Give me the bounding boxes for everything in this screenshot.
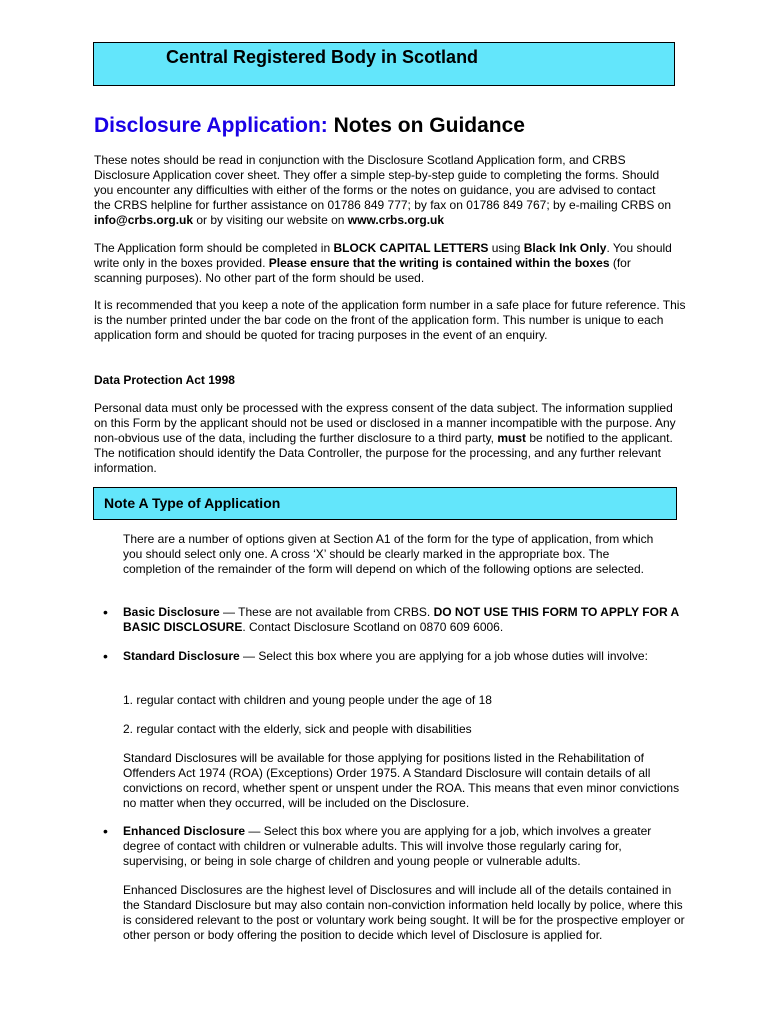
enhanced-paragraph: Enhanced Disclosures are the highest level of Disclosures and will include all of the details contained in the Standard Disclosure but may also contain non-conviction information held locally by police, where this is considered relevant to the post or voluntary work being sought. It will be for the prospective employer or other person or body offering the position to decide which level of Disclosure is applied for. (123, 883, 685, 942)
note-a-title: Note A Type of Application (104, 495, 281, 511)
dpa-heading: Data Protection Act 1998 (94, 373, 235, 387)
basic-bold-1: DO NOT USE THIS FORM TO APPLY FOR A BASIC DISCLOSURE (123, 605, 679, 634)
standard-disclosure-item (123, 649, 663, 664)
document-title (94, 114, 525, 138)
block-text-4: (for scanning purposes). No other part of the form should be used. (94, 256, 631, 285)
header-title: Central Registered Body in Scotland (166, 47, 479, 67)
recommend-paragraph: It is recommended that you keep a note of the application form number in a safe place for future reference. This is the number printed under the bar code on the front of the application form. This number is unique to each application form and should be quoted for tracing purposes in the event of an enquiry. (94, 298, 686, 342)
block-text-2: using (488, 241, 524, 255)
block-text-1: The Application form should be completed in (94, 241, 334, 255)
basic-text-2: . Contact Disclosure Scotland on 0870 609 6006. (242, 620, 504, 634)
crbs-email-link[interactable]: info@crbs.org.uk (94, 213, 194, 227)
document-title-black: Notes on Guidance (333, 114, 525, 137)
document-title-blue: Disclosure Application: (94, 114, 328, 137)
dpa-paragraph (94, 401, 686, 476)
header-banner (93, 42, 675, 86)
block-capitals-paragraph (94, 241, 678, 286)
enhanced-disclosure-item (123, 824, 685, 869)
intro-paragraph (94, 153, 674, 228)
standard-paragraph: Standard Disclosures will be available for those applying for positions listed in the Rehabilitation of Offenders Act 1974 (ROA) (Exceptions) Order 1975. A Standard Disclosure will contain details of all convictions on record, whether spent or unspent under the ROA. This means that even minor convictions no matter when they occurred, will be included on the Disclosure. (123, 751, 680, 810)
note-a-banner (93, 487, 677, 520)
basic-text-1: — These are not available from CRBS. (219, 605, 434, 619)
enhanced-text-1: — Select this box where you are applying for a job, which involves a greater degree of contact with children or vulnerable adults. This will involve those regularly caring for, supervising, or being in sole charge of children and young people or vulnerable adults. (123, 824, 652, 868)
dpa-text-2: be notified to the applicant. The notification should identify the Data Controller, the purpose for the processing, and any further relevant information. (94, 431, 673, 475)
standard-text-1: — Select this box where you are applying for a job whose duties will involve: (239, 649, 648, 663)
basic-disclosure-item (123, 605, 693, 635)
basic-label: Basic Disclosure (123, 605, 220, 619)
dpa-bold-1: must (497, 431, 527, 445)
bullet-enhanced: • (103, 823, 108, 839)
dpa-text-1: Personal data must only be processed with the express consent of the data subject. The information supplied on this Form by the applicant should not be used or disclosed in a manner incompatible with the purpose. Any non-obvious use of the data, including the further disclosure to a third party, (94, 401, 676, 445)
enhanced-label: Enhanced Disclosure (123, 824, 246, 838)
standard-label: Standard Disclosure (123, 649, 240, 663)
standard-list-item-1: 1. regular contact with children and young people under the age of 18 (123, 693, 492, 707)
block-bold-3: Please ensure that the writing is contained within the boxes (268, 256, 610, 270)
intro-text-1: These notes should be read in conjunction with the Disclosure Scotland Application form, and CRBS Disclosure Application cover sheet. They offer a simple step-by-step guide to completing the forms. Should you encounter any difficulties with either of the forms or the notes on guidance, you are advised to contact the CRBS helpline for further assistance on 01786 849 777; by fax on 01786 849 767; by e-mailing CRBS on (94, 153, 672, 212)
block-bold-2: Black Ink Only (523, 241, 607, 255)
bullet-basic: • (103, 604, 108, 620)
block-text-3: . You should write only in the boxes provided. (94, 241, 672, 270)
crbs-website-link[interactable]: www.crbs.org.uk (347, 213, 445, 227)
intro-text-2: or by visiting our website on (193, 213, 348, 227)
bullet-standard: • (103, 648, 108, 664)
standard-list-item-2: 2. regular contact with the elderly, sick and people with disabilities (123, 722, 472, 736)
note-a-intro: There are a number of options given at Section A1 of the form for the type of application, from which you should select only one. A cross ‘X’ should be clearly marked in the appropriate box. The completion of the remainder of the form will depend on which of the following options are selected. (123, 532, 654, 576)
block-bold-1: BLOCK CAPITAL LETTERS (333, 241, 489, 255)
